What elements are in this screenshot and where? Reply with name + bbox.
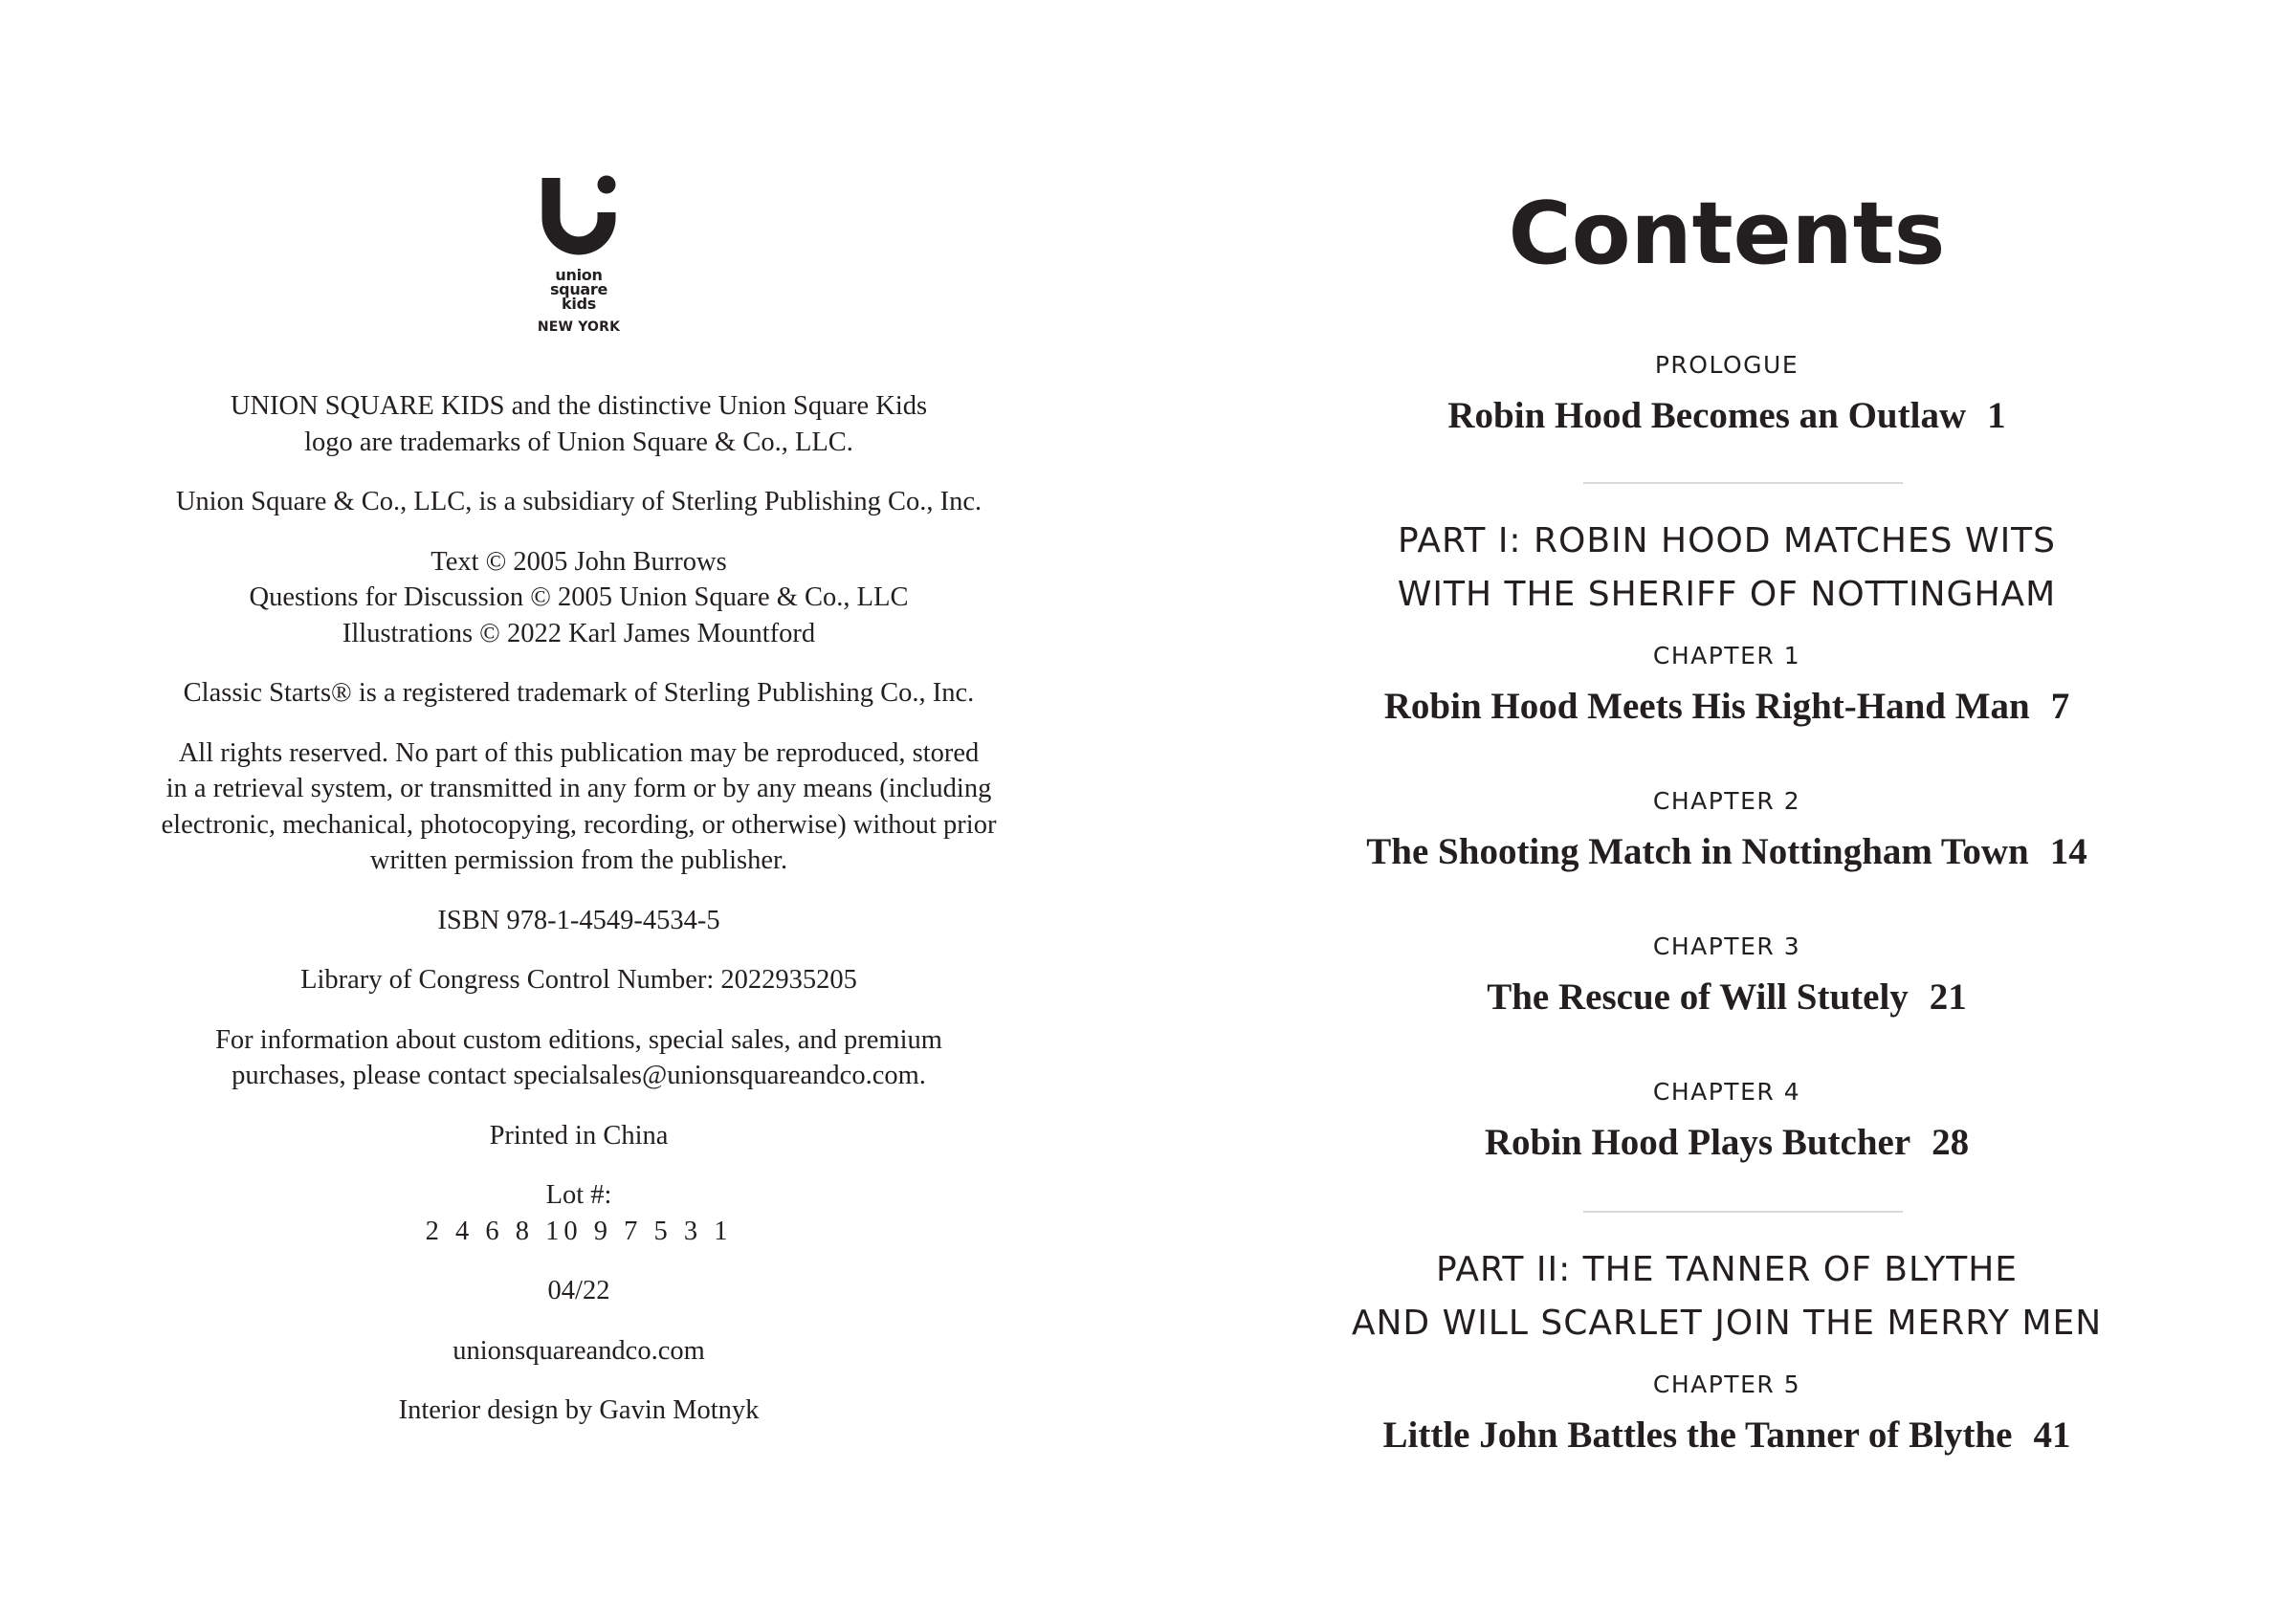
interior-design-credit: Interior design by Gavin Motnyk (398, 1395, 760, 1425)
publisher-logo (0, 170, 1158, 335)
toc-page-number: 1 (1987, 395, 2006, 436)
section-divider (1583, 482, 1903, 484)
toc-entry-title: Robin Hood Plays Butcher 28 (1484, 1122, 1970, 1163)
toc-entry-label: CHAPTER 3 (1652, 932, 1801, 960)
toc-entry-label: CHAPTER 5 (1652, 1371, 1801, 1398)
sales-notice: For information about custom editions, special sales, and premium purchases, please contact specialsales@unionsquareandco.com. (215, 1024, 942, 1090)
toc-entry-chapter-3 (1158, 932, 2296, 1021)
contents-page (1158, 0, 2296, 1601)
toc-entry-title: The Shooting Match in Nottingham Town 14 (1366, 831, 2087, 872)
copyright-text (0, 388, 1158, 1453)
credits: Text © 2005 John Burrows Questions for Discussion © 2005 Union Square & Co., LLC Illustrations © 2022 Karl James Mountford (249, 546, 909, 648)
toc-entry-prologue (1158, 350, 2296, 440)
isbn: ISBN 978-1-4549-4534-5 (437, 905, 720, 935)
toc-entry-title: Little John Battles the Tanner of Blythe 41 (1382, 1415, 2071, 1456)
toc-page-number: 21 (1929, 976, 1967, 1018)
lot-number: Lot #: 2 4 6 8 10 9 7 5 3 1 (425, 1180, 733, 1246)
toc-page-number: 41 (2033, 1415, 2071, 1456)
logo-wordmark: union square kids (549, 266, 608, 313)
toc-entry-label: CHAPTER 1 (1652, 642, 1801, 669)
toc-entry-label: CHAPTER 2 (1652, 787, 1801, 815)
toc-part-2-heading: PART II: THE TANNER OF BLYTHE AND WILL SCARLET JOIN THE MERRY MEN (1351, 1250, 2103, 1343)
section-divider (1583, 1211, 1903, 1213)
rights-notice: All rights reserved. No part of this publication may be reproduced, stored in a retrieval system, or transmitted in any form or by any means (including electronic, mechanical, photocopying, recording, or otherwise) without prior written permission from the publisher. (161, 737, 997, 875)
print-date: 04/22 (547, 1276, 610, 1305)
toc-page-number: 7 (2050, 686, 2070, 727)
toc-part-1-heading: PART I: ROBIN HOOD MATCHES WITS WITH THE SHERIFF OF NOTTINGHAM (1397, 521, 2057, 614)
lccn: Library of Congress Control Number: 2022935205 (300, 965, 857, 995)
toc-entry-title: Robin Hood Becomes an Outlaw 1 (1447, 395, 2006, 436)
classic-starts-notice: Classic Starts® is a registered trademark of Sterling Publishing Co., Inc. (183, 678, 975, 708)
toc-entry-title: Robin Hood Meets His Right-Hand Man 7 (1383, 686, 2070, 727)
page-title: Contents (1508, 184, 1946, 284)
toc-page-number: 14 (2049, 831, 2087, 872)
union-square-u-icon (541, 170, 617, 262)
toc-page-number: 28 (1932, 1122, 1970, 1163)
toc-entry-chapter-1 (1158, 641, 2296, 731)
trademark-notice: UNION SQUARE KIDS and the distinctive Union Square Kids logo are trademarks of Union Square & Co., LLC. (230, 391, 928, 457)
toc-entry-chapter-5 (1158, 1370, 2296, 1459)
toc-entry-label: CHAPTER 4 (1652, 1078, 1801, 1106)
website: unionsquareandco.com (453, 1335, 705, 1366)
toc-entry-title: The Rescue of Will Stutely 21 (1487, 976, 1967, 1018)
logo-city: NEW YORK (537, 319, 621, 335)
toc-entry-chapter-4 (1158, 1077, 2296, 1167)
toc-entry-label: PROLOGUE (1654, 351, 1799, 379)
subsidiary-notice: Union Square & Co., LLC, is a subsidiary of Sterling Publishing Co., Inc. (175, 487, 982, 516)
printed-in: Printed in China (489, 1120, 669, 1151)
toc-entry-chapter-2 (1158, 786, 2296, 876)
